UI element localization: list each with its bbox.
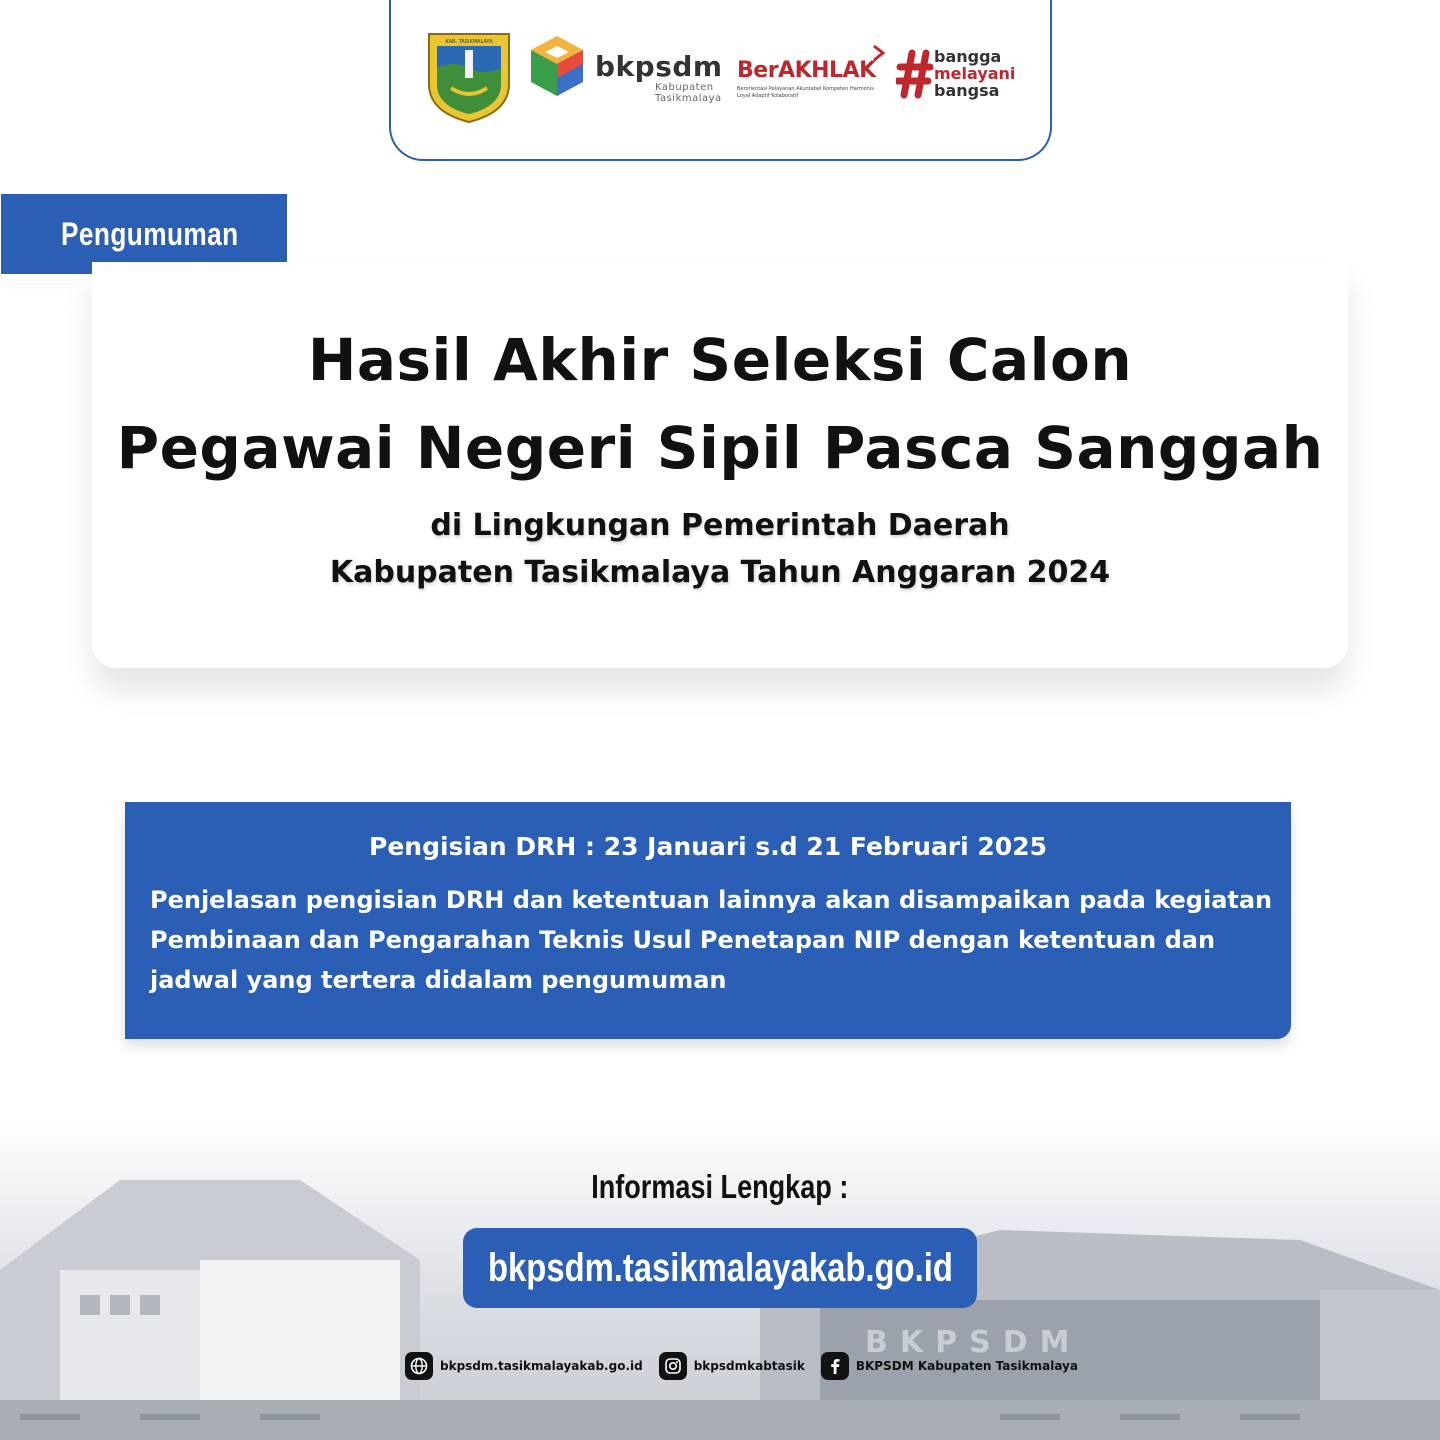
- hashtag-icon: [896, 49, 934, 99]
- globe-icon: [405, 1352, 433, 1380]
- info-body-line-1: Penjelasan pengisian DRH dan ketentuan lainnya akan disampaikan pada kegiatan: [150, 886, 1273, 914]
- footer-facebook-text: BKPSDM Kabupaten Tasikmalaya: [855, 1359, 1078, 1373]
- more-info-label: [0, 1168, 1440, 1206]
- footer-website-link[interactable]: [405, 1352, 643, 1380]
- title-line-1: Hasil Akhir Seleksi Calon: [307, 326, 1133, 394]
- website-url-text: bkpsdm.tasikmalayakab.go.id: [487, 1245, 953, 1290]
- berakhlak-arrow-icon: [871, 44, 887, 62]
- info-heading: Pengisian DRH : 23 Januari s.d 21 Februari 2025: [369, 832, 1047, 861]
- bangga-melayani-bangsa-logo: [934, 48, 1015, 99]
- footer-socials: [405, 1351, 1094, 1381]
- regency-seal-label: KAB. TASIKMALAYA: [445, 39, 493, 45]
- subtitle-line-1: di Lingkungan Pemerintah Daerah: [430, 508, 1010, 543]
- announcement-tab-label: Pengumuman: [61, 215, 239, 252]
- bkpsdm-logo-subtitle: Kabupaten Tasikmalaya: [655, 82, 722, 104]
- bangga-line-1: bangga: [934, 47, 1002, 66]
- background-sign-text: BKPSDM: [865, 1325, 1082, 1360]
- page-title: [92, 316, 1348, 492]
- regency-seal-icon: [425, 28, 513, 124]
- berakhlak-logo-text: BerAKHLAK: [737, 58, 876, 83]
- instagram-icon: [659, 1352, 687, 1380]
- title-card: [92, 262, 1348, 668]
- footer-instagram-text: bkpsdmkabtasik: [693, 1359, 805, 1373]
- header-logo-box: [389, 0, 1052, 161]
- subtitle-line-2: Kabupaten Tasikmalaya Tahun Anggaran 2024: [329, 555, 1111, 590]
- footer-website-text: bkpsdm.tasikmalayakab.go.id: [440, 1359, 643, 1373]
- facebook-icon: [821, 1352, 849, 1380]
- info-box: [125, 802, 1291, 1039]
- title-line-2: Pegawai Negeri Sipil Pasca Sanggah: [116, 414, 1324, 482]
- footer-instagram-link[interactable]: [659, 1352, 805, 1380]
- bkpsdm-logo-text: bkpsdm: [595, 50, 723, 83]
- bkpsdm-cube-icon: [529, 34, 585, 98]
- info-body-line-2: Pembinaan dan Pengarahan Teknis Usul Penetapan NIP dengan ketentuan dan: [150, 926, 1216, 954]
- more-info-label-text: Informasi Lengkap :: [591, 1168, 849, 1205]
- page-subtitle: [92, 502, 1348, 596]
- footer-facebook-link[interactable]: [821, 1352, 1078, 1380]
- website-url-button[interactable]: [463, 1228, 977, 1308]
- info-body-line-3: jadwal yang tertera didalam pengumuman: [150, 966, 727, 994]
- bangga-line-3: bangsa: [934, 81, 1000, 100]
- info-body: [150, 880, 1273, 1000]
- bangga-line-2: melayani: [934, 64, 1016, 83]
- berakhlak-tagline: Berorientasi Pelayanan Akuntabel Kompeten Harmonis Loyal Adaptif Kolaboratif: [737, 86, 874, 99]
